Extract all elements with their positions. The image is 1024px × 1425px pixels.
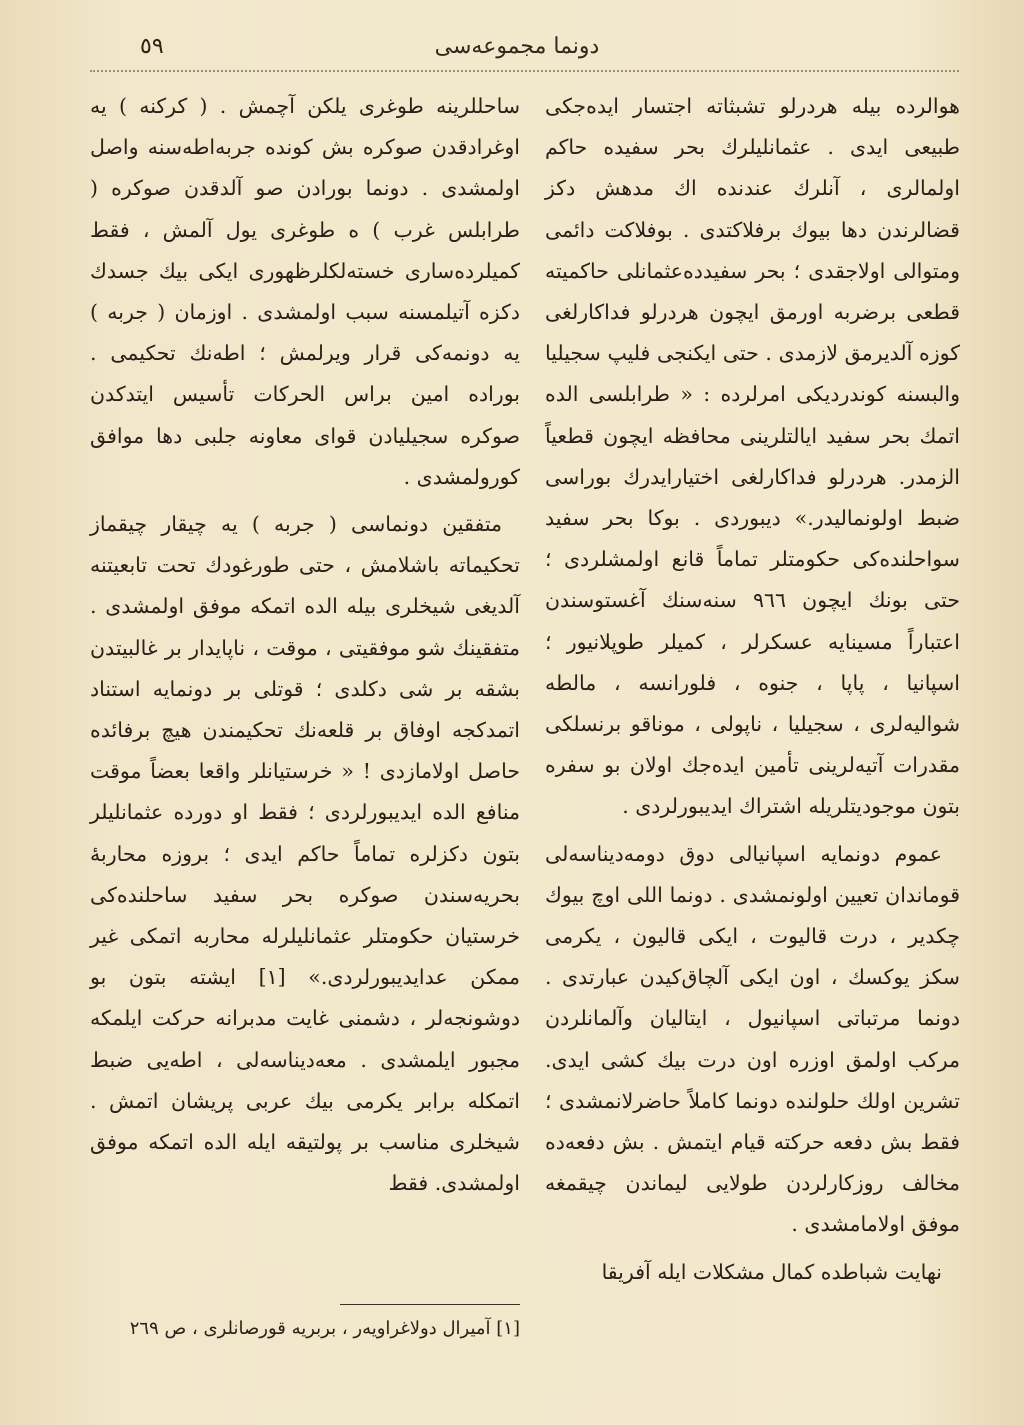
paragraph: متفقین دونماسی ( جربه ) یه چیقار چیقماز تحکیماته باشلامش ، حتی طورغودك تحت تابعیتنه آلدیغی شیخلری بیله الده اتمکه موفق اولمشدی . متفقینك شو موفقیتی ، موقت ، ناپایدار بر غالبیتدن بشقه بر شی دکلدی ؛ قوتلی بر دونمایه استناد اتمدکجه اوفاق بر قلعه‌نك تحکیمندن هیچ برفائده حاصل اولامازدی ! « خرستیانلر واقعا بعضاً موقت منافع الده ایدیبورلردی ؛ فقط او دورده عثمانلیلر بتون دکزلره تماماً حاکم ایدی ؛ بروزه محاربهٔ بحریه‌سندن صوکره بحر سفید ساحلنده‌کی خرستیان حکومتلر عثمانلیلرله محاربه اتمکی غیر ممکن عدایدیبورلردی.» [١] ایشته بتون بو دوشونجه‌لر ، دشمنی غایت مدبرانه حرکت ایلمکه مجبور ایلمشدی . معه‌دیناسه‌لی ، اطه‌یی ضبط اتمکله برابر یکرمی بیك عربی پریشان اتمش . شیخلری مناسب بر پولتیقه ایله الده اتمکه موفق اولمشدی. فقط	[90, 512, 520, 1196]
running-title: دونما مجموعه‌سی	[434, 34, 600, 59]
left-column	[90, 86, 520, 1204]
paragraph: عموم دونمایه اسپانیالی دوق دومه‌دیناسه‌لی قوماندان تعیین اولونمشدی . دونما اللی اوچ بیوك چکدیر ، درت قالیوت ، ایکی قالیون ، یکرمی سکز یوکسك ، اون ایکی آلچاق‌کیدن عبارتدی . دونما مرتباتی اسپانیول ، ایتالیان وآلمانلردن مرکب اولمق اوزره اون درت بیك کشی ایدی. تشرین اولك حلولنده دونما کاملاً حاضرلانمشدی ؛ فقط بش دفعه حرکته قیام ایتمش . بش دفعه‌ده مخالف روزکارلردن طولایی لیماندن چیقمغه موفق اولامامشدی .	[545, 841, 960, 1237]
paragraph: هوالرده بیله هردرلو تشبثاته اجتسار ایده‌جکی طبیعی ایدی . عثمانلیلرك بحر سفیده حاکم اولمالری ، آنلرك عندنده اك مدهش دکز قضالرندن دها بیوك برفلاکتدی . بوفلاکت دائمی ومتوالی اولاجقدی ؛ بحر سفیدده‌عثمانلی حاکمیته قطعی برضربه اورمق ایچون هردرلو فداکارلغی کوزه آلدیرمق لازمدی . حتی ایکنجی فلیپ سجیلیا والبسنه کوندردیکی امرلرده : « طرابلسی الده اتمك بحر سفید ایالتلرینی محافظه ایچون قطعیاً الزمدر. هردرلو فداکارلغی اختیارایدرك بوراسی ضبط اولونمالیدر.» دیبوردی . بوکا بحر سفید سواحلنده‌کی حکومتلر تماماً قانع اولمشلردی ؛ حتی بونك ایچون ٩٦٦ سنه‌سنك آغستوسندن اعتباراً مسینایه عسکرلر ، کمیلر طوپلانیور ؛ اسپانیا ، پاپا ، جنوه ، فلورانسه ، مالطه شوالیه‌لری ، سجیلیا ، ناپولی ، موناقو برنسلکی مقدرات آتیه‌لرینی تأمین ایده‌جك اولان بو سفره بتون موجودیتلریله اشتراك ایدیبورلردی .	[545, 94, 960, 819]
page-number: ٥٩	[140, 34, 164, 59]
footnote-divider	[340, 1304, 520, 1305]
header-divider	[90, 70, 959, 72]
paragraph: نهایت شباطده کمال مشکلات ایله آفریقا	[601, 1259, 942, 1284]
right-column	[545, 86, 960, 1293]
page-header	[80, 30, 954, 70]
paragraph: ساحللرینه طوغری یلکن آچمش . ( کرکنه ) یه اوغرادقدن صوکره بش کونده جربه‌اطه‌سنه واصل اولمشدی . دونما بورادن صو آلدقدن صوکره ( طرابلس غرب ) ه طوغری یول آلمش ، فقط کمیلرده‌ساری خسته‌لکلرظهوری ایکی بیك جسدك دکزه آتیلمسنه سبب اولمشدی . اوزمان ( جربه ) یه دونمه‌کی قرار ویرلمش ؛ اطه‌نك تحکیمی . بوراده امین براس الحرکات تأسیس ایتدکدن صوکره سجیلیادن قوای معاونه جلبی دها موافق کورولمشدی .	[90, 94, 520, 489]
footnote: [١] آمیرال دولاغراویه‌ر ، بربریه قورصانلری ، ص ٢٦٩	[129, 1318, 520, 1339]
